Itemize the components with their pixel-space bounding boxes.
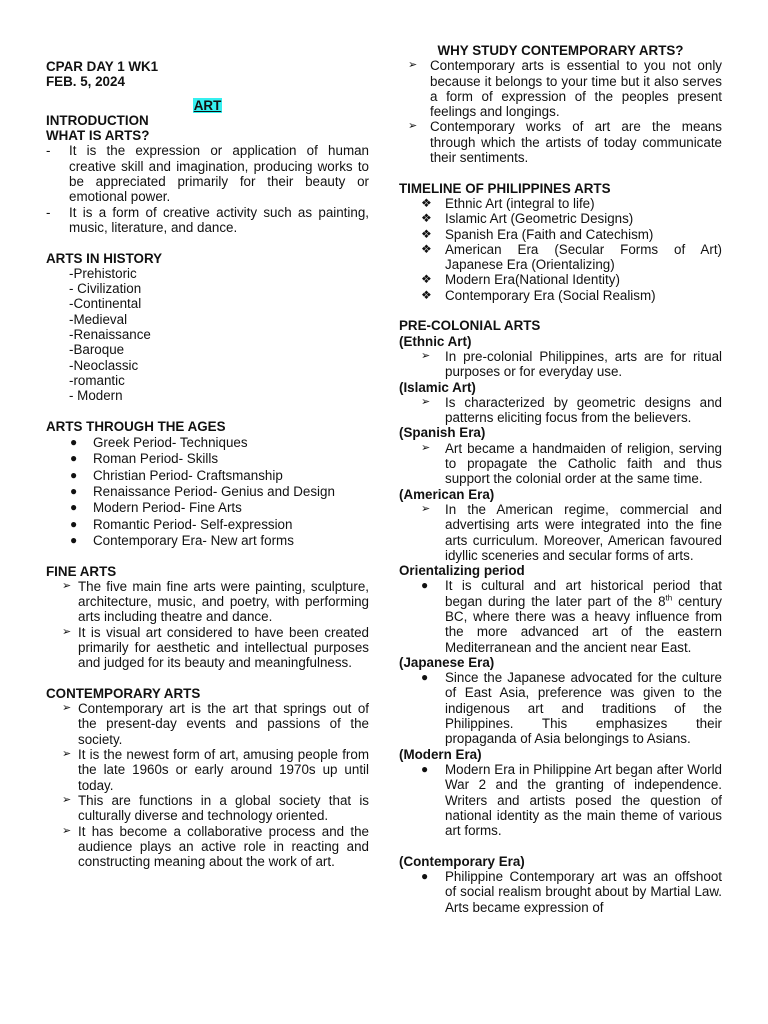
bullet-icon: ● (70, 451, 78, 466)
diamond-icon: ❖ (421, 272, 432, 287)
history-list (46, 266, 369, 404)
arrow-icon: ➢ (408, 120, 418, 133)
fine-arts-heading: FINE ARTS (46, 563, 117, 579)
ethnic-item: ➢ In pre-colonial Philippines, arts are for ritual purposes or for everyday use. (421, 348, 722, 380)
bullet-icon: ● (421, 869, 429, 884)
arrow-icon: ➢ (421, 441, 431, 454)
arrow-icon: ➢ (421, 395, 431, 408)
contemporary-item: ➢ Contemporary art is the art that springs out of the present-day events and passions of the society. (62, 701, 369, 747)
fine-arts-item: ➢ The five main fine arts were painting, sculpture, architecture, music, and poetry, with performing arts including theatre and dance. (62, 578, 369, 625)
arrow-icon: ➢ (62, 824, 72, 837)
history-item: -Continental (69, 296, 142, 312)
bullet-icon: ● (70, 532, 78, 547)
precolonial-heading: PRE-COLONIAL ARTS (399, 318, 541, 334)
ethnic-heading: (Ethnic Art) (399, 333, 472, 349)
left-column (46, 59, 369, 869)
spanish-heading: (Spanish Era) (399, 425, 486, 441)
contemporary-heading: CONTEMPORARY ARTS (46, 685, 201, 701)
timeline-item: ❖ Spanish Era (Faith and Catechism) (421, 226, 654, 242)
modern-heading: (Modern Era) (399, 746, 482, 762)
doc-code: CPAR DAY 1 WK1 (46, 59, 159, 74)
history-item: -romantic (69, 372, 125, 388)
diamond-icon: ❖ (421, 195, 432, 210)
right-column (399, 43, 722, 915)
bullet-icon: ● (421, 578, 429, 593)
arrow-icon: ➢ (62, 625, 72, 638)
islamic-item: ➢ Is characterized by geometric designs and patterns eliciting focus from the believers. (421, 394, 722, 426)
contemporary-era-heading: (Contemporary Era) (399, 853, 525, 869)
why-item: ➢ Contemporary works of art are the means through which the artists of today communicate their sentiments. (408, 119, 722, 166)
bullet-icon: ● (70, 435, 78, 450)
intro-item: - It is a form of creative activity such as painting, music, literature, and dance. (46, 204, 369, 235)
doc-date: FEB. 5, 2024 (46, 74, 125, 90)
ages-item: ● Greek Period- Techniques (70, 435, 248, 451)
diamond-icon: ❖ (421, 287, 432, 302)
history-item: -Prehistoric (69, 265, 137, 281)
timeline-item: ❖ Contemporary Era (Social Realism) (421, 287, 656, 303)
history-item: - Modern (69, 388, 123, 404)
what-is-arts-heading: WHAT IS ARTS? (46, 128, 150, 144)
history-heading: ARTS IN HISTORY (46, 250, 163, 266)
modern-item: ● Modern Era in Philippine Art began after World War 2 and the granting of independence. Writers and artists posed the question of national identity as the main theme of various art forms. (421, 761, 722, 839)
arrow-icon: ➢ (62, 579, 72, 592)
dash-marker: - (46, 143, 51, 159)
american-heading: (American Era) (399, 486, 495, 502)
timeline-item: ❖ Ethnic Art (integral to life) (421, 195, 595, 211)
ages-item: ● Roman Period- Skills (70, 451, 219, 467)
timeline-heading: TIMELINE OF PHILIPPINES ARTS (399, 180, 611, 196)
history-item: -Baroque (69, 342, 125, 358)
ages-item: ● Christian Period- Craftsmanship (70, 467, 283, 483)
history-item: - Civilization (69, 281, 142, 297)
dash-marker: - (46, 204, 51, 220)
arrow-icon: ➢ (62, 702, 72, 715)
japanese-heading: (Japanese Era) (399, 654, 495, 670)
contemporary-era-item: ● Philippine Contemporary art was an offshoot of social realism brought about by Martial Law. Arts became expression of (421, 869, 722, 915)
bullet-icon: ● (421, 761, 429, 776)
american-item: ➢ In the American regime, commercial and advertising arts were integrated into the fine arts curriculum. Moreover, American favoured idyllic sceneries and secular forms of arts. (421, 501, 722, 563)
arrow-icon: ➢ (408, 59, 418, 72)
timeline-item: ❖ Modern Era(National Identity) (421, 272, 620, 288)
spanish-item: ➢ Art became a handmaiden of religion, serving to propagate the Catholic faith and thus support the colonial order at the same time. (421, 440, 722, 487)
ages-item: ● Romantic Period- Self-expression (70, 516, 293, 532)
ages-heading: ARTS THROUGH THE AGES (46, 418, 226, 434)
timeline-item: ❖ American Era (Secular Forms of Art) Japanese Era (Orientalizing) (421, 241, 722, 273)
bullet-icon: ● (70, 500, 78, 515)
arrow-icon: ➢ (62, 748, 72, 761)
orientalizing-heading: Orientalizing period (399, 563, 525, 579)
arrow-icon: ➢ (62, 793, 72, 806)
history-item: -Renaissance (69, 327, 151, 343)
contemporary-item: ➢ It has become a collaborative process and the audience plays an active role in reacting and constructing meaning about the work of art. (62, 823, 369, 870)
fine-arts-item: ➢ It is visual art considered to have been created primarily for aesthetic and intellectual purposes and judged for its beauty and meaningfulness. (62, 624, 369, 671)
islamic-heading: (Islamic Art) (399, 379, 476, 395)
ages-item: ● Renaissance Period- Genius and Design (70, 484, 335, 500)
contemporary-item: ➢ This are functions in a global society that is culturally diverse and technology oriented. (62, 792, 369, 824)
japanese-item: ● Since the Japanese advocated for the culture of East Asia, preference was given to the indigenous art and traditions of the Philippines. This emphasizes their propaganda of Asia belongings to Asians. (421, 670, 722, 747)
intro-item: - It is the expression or application of human creative skill and imagination, producing works to be appreciated primarily for their beauty or emotional power. (46, 143, 369, 205)
why-item: ➢ Contemporary arts is essential to you not only because it belongs to your time but it also serves a form of expression of the peoples present feelings and longings. (408, 58, 722, 120)
why-heading: WHY STUDY CONTEMPORARY ARTS? (437, 43, 684, 58)
diamond-icon: ❖ (421, 211, 432, 226)
history-item: -Neoclassic (69, 357, 139, 373)
history-item: -Medieval (69, 311, 128, 327)
page-title (46, 98, 369, 113)
ages-item: ● Modern Period- Fine Arts (70, 500, 242, 516)
ages-item: ● Contemporary Era- New art forms (70, 532, 294, 548)
intro-heading: INTRODUCTION (46, 112, 149, 128)
arrow-icon: ➢ (421, 502, 431, 515)
orientalizing-item: ● It is cultural and art historical period that began during the later part of the 8th century BC, where there was a heavy influence from the more advanced art of the eastern Mediterranean and the ancient near East. (421, 578, 722, 655)
diamond-icon: ❖ (421, 226, 432, 241)
bullet-icon: ● (70, 467, 78, 482)
bullet-icon: ● (70, 484, 78, 499)
bullet-icon: ● (421, 670, 429, 685)
arrow-icon: ➢ (421, 349, 431, 362)
bullet-icon: ● (70, 516, 78, 531)
timeline-item: ❖ Islamic Art (Geometric Designs) (421, 211, 634, 227)
contemporary-item: ➢ It is the newest form of art, amusing people from the late 1960s or early around 1970s up until today. (62, 747, 369, 793)
page-title-text: ART (193, 97, 222, 113)
diamond-icon: ❖ (421, 241, 432, 256)
